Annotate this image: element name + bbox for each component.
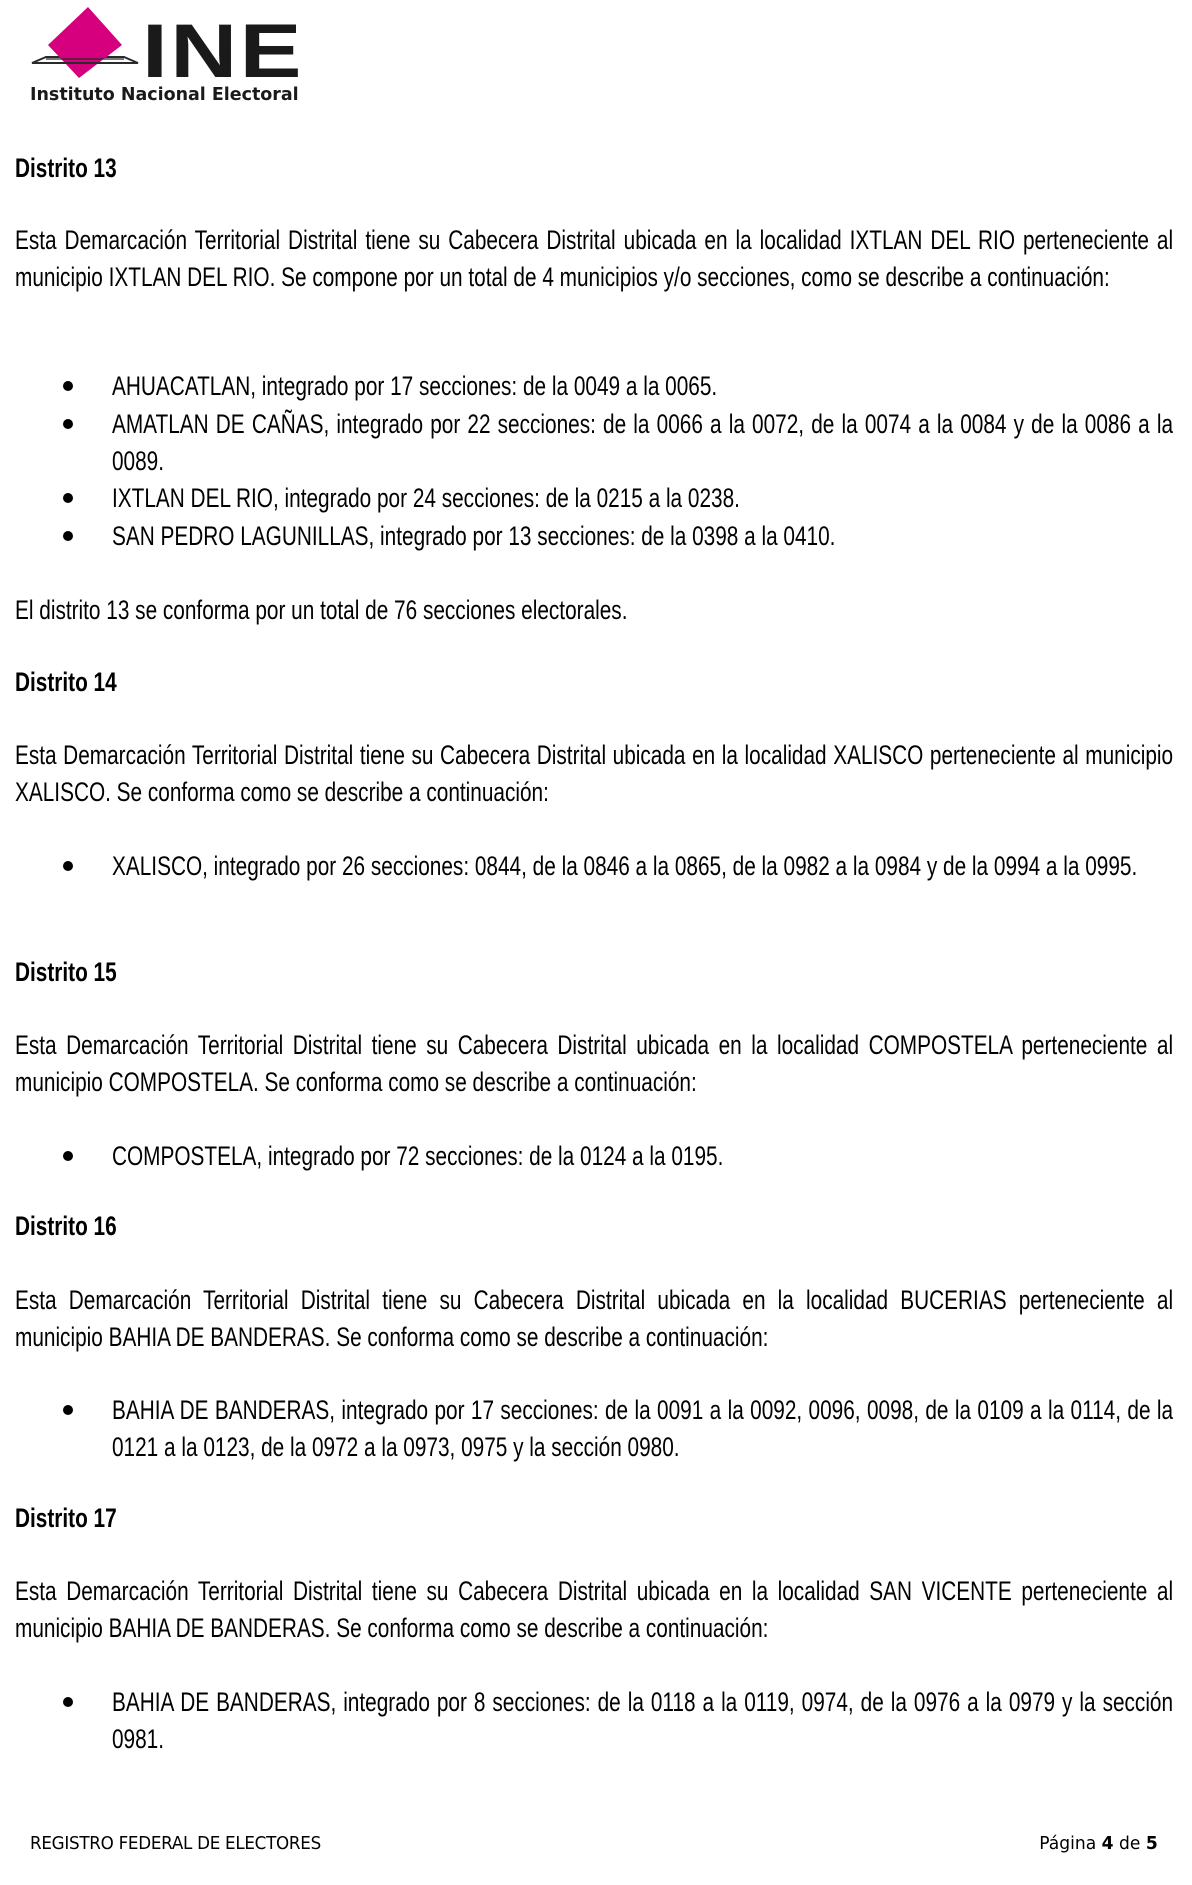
district-17-heading: Distrito 17	[15, 1503, 117, 1533]
page-of-label: de	[1119, 1833, 1141, 1854]
page-total: 5	[1146, 1833, 1158, 1854]
list-item-text: BAHIA DE BANDERAS, integrado por 8 secciones: de la 0118 a la 0119, 0974, de la 0976 a la 0979 y la sección 0981.	[112, 1687, 1174, 1754]
bullet-icon	[63, 381, 73, 391]
bullet-icon	[63, 531, 73, 541]
district-13-intro: Esta Demarcación Territorial Distrital tiene su Cabecera Distrital ubicada en la localidad IXTLAN DEL RIO perteneciente al municipio IXTLAN DEL RIO. Se compone por un total de 4 municipios y/o secciones, como se describe a continuación:	[15, 225, 1174, 292]
footer-registry-label: REGISTRO FEDERAL DE ELECTORES	[30, 1833, 321, 1854]
district-13-summary: El distrito 13 se conforma por un total de 76 secciones electorales.	[15, 595, 628, 625]
list-item-text: AMATLAN DE CAÑAS, integrado por 22 secciones: de la 0066 a la 0072, de la 0074 a la 0084 y de la 0086 a la 0089.	[112, 409, 1174, 476]
district-16-heading: Distrito 16	[15, 1211, 117, 1241]
district-14-heading: Distrito 14	[15, 667, 117, 697]
bullet-icon	[63, 1151, 73, 1161]
bullet-icon	[63, 1405, 73, 1415]
logo-subtitle: Instituto Nacional Electoral	[30, 84, 299, 105]
bullet-icon	[63, 861, 73, 871]
district-17-intro: Esta Demarcación Territorial Distrital tiene su Cabecera Distrital ubicada en la localidad SAN VICENTE perteneciente al municipio BAHIA DE BANDERAS. Se conforma como se describe a continuación:	[15, 1576, 1174, 1643]
district-13-heading: Distrito 13	[15, 153, 117, 183]
list-item-text: AHUACATLAN, integrado por 17 secciones: de la 0049 a la 0065.	[112, 371, 718, 401]
page-label: Página	[1039, 1833, 1097, 1854]
list-item-text: XALISCO, integrado por 26 secciones: 0844, de la 0846 a la 0865, de la 0982 a la 0984 y de la 0994 a la 0995.	[112, 851, 1138, 881]
district-15-intro: Esta Demarcación Territorial Distrital tiene su Cabecera Distrital ubicada en la localidad COMPOSTELA perteneciente al municipio COMPOSTELA. Se conforma como se describe a continuación:	[15, 1030, 1174, 1097]
bullet-icon	[63, 419, 73, 429]
bullet-icon	[63, 493, 73, 503]
district-14-intro: Esta Demarcación Territorial Distrital tiene su Cabecera Distrital ubicada en la localidad XALISCO perteneciente al municipio XALISCO. Se conforma como se describe a continuación:	[15, 740, 1174, 807]
district-16-intro: Esta Demarcación Territorial Distrital tiene su Cabecera Distrital ubicada en la localidad BUCERIAS perteneciente al municipio BAHIA DE BANDERAS. Se conforma como se describe a continuación:	[15, 1285, 1174, 1352]
list-item-text: SAN PEDRO LAGUNILLAS, integrado por 13 secciones: de la 0398 a la 0410.	[112, 521, 836, 551]
logo-wordmark: INE	[142, 9, 304, 94]
page-indicator	[1040, 1831, 1158, 1857]
list-item-text: COMPOSTELA, integrado por 72 secciones: de la 0124 a la 0195.	[112, 1141, 724, 1171]
district-15-heading: Distrito 15	[15, 957, 117, 987]
list-item-text: IXTLAN DEL RIO, integrado por 24 secciones: de la 0215 a la 0238.	[112, 483, 740, 513]
list-item-text: BAHIA DE BANDERAS, integrado por 17 secciones: de la 0091 a la 0092, 0096, 0098, de la 0109 a la 0114, de la 0121 a la 0123, de la 0972 a la 0973, 0975 y la sección 0980.	[112, 1395, 1174, 1462]
bullet-icon	[63, 1697, 73, 1707]
page-current: 4	[1101, 1833, 1114, 1854]
ine-logo	[0, 0, 360, 115]
